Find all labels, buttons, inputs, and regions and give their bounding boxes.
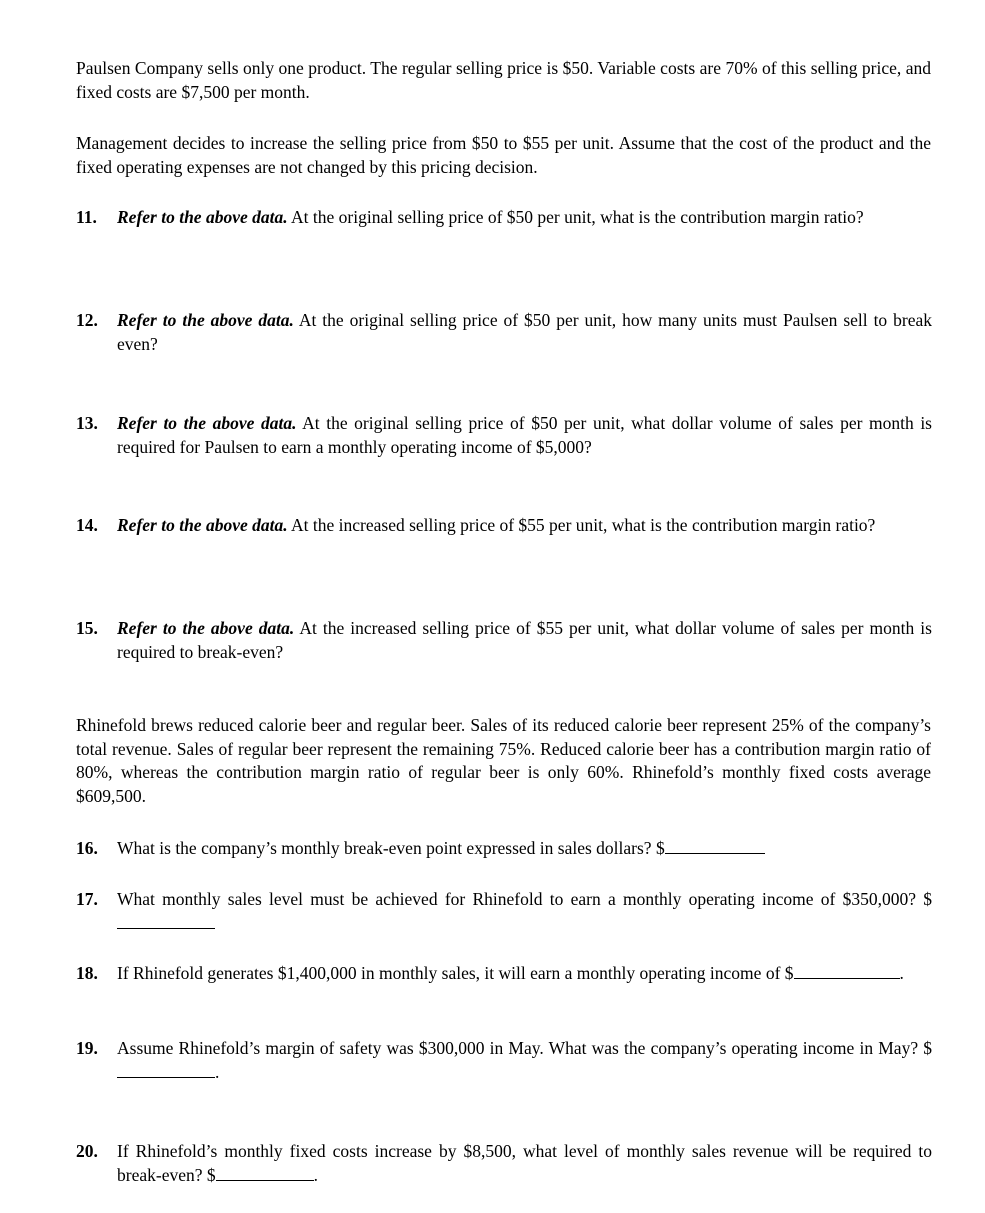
paulsen-intro-paragraph-1: Paulsen Company sells only one product. The regular selling price is $50. Variable costs are 70% of this selling price, and fixed costs are $7,500 per month. — [76, 58, 931, 102]
refer-phrase: Refer to the above data. — [117, 310, 294, 330]
question-text-after: . — [313, 1164, 318, 1185]
question-text-after: . — [215, 1061, 220, 1082]
question-11 — [76, 206, 932, 230]
question-number: 14. — [76, 515, 98, 535]
question-text: At the original selling price of $50 per unit, what is the contribution margin ratio? — [291, 207, 864, 227]
question-text: At the increased selling price of $55 per unit, what is the contribution margin ratio? — [291, 515, 876, 535]
question-text: At the original selling price of $50 per unit, how many units must Paulsen sell to break even? — [117, 310, 932, 354]
question-text: At the increased selling price of $55 per unit, what dollar volume of sales per month is required to break-even? — [117, 618, 932, 662]
paulsen-intro-paragraph-2: Management decides to increase the selling price from $50 to $55 per unit. Assume that the cost of the product and the fixed operating expenses are not changed by this pricing decision. — [76, 133, 931, 177]
question-14 — [76, 514, 932, 538]
question-text-after: . — [899, 963, 904, 983]
question-number: 11. — [76, 207, 97, 227]
question-text: At the original selling price of $50 per unit, what dollar volume of sales per month is required for Paulsen to earn a monthly operating income of $5,000? — [117, 413, 932, 457]
answer-blank[interactable] — [216, 1165, 314, 1181]
refer-phrase: Refer to the above data. — [117, 515, 288, 535]
answer-blank[interactable] — [117, 913, 215, 929]
answer-blank[interactable] — [117, 1062, 215, 1078]
question-number: 18. — [76, 963, 98, 983]
question-number: 17. — [76, 889, 98, 909]
question-number: 15. — [76, 618, 98, 638]
question-text: If Rhinefold generates $1,400,000 in monthly sales, it will earn a monthly operating income of $ — [117, 963, 794, 983]
question-number: 19. — [76, 1038, 98, 1058]
answer-blank[interactable] — [794, 963, 900, 979]
question-20 — [76, 1140, 932, 1187]
question-number: 16. — [76, 838, 98, 858]
question-number: 13. — [76, 413, 98, 433]
question-text: What monthly sales level must be achieved for Rhinefold to earn a monthly operating income of $350,000? $ — [117, 889, 932, 909]
question-17 — [76, 888, 932, 935]
question-15 — [76, 617, 932, 664]
question-19 — [76, 1037, 932, 1084]
question-16 — [76, 837, 932, 861]
question-number: 20. — [76, 1141, 98, 1161]
rhinefold-intro-paragraph: Rhinefold brews reduced calorie beer and regular beer. Sales of its reduced calorie beer represent 25% of the company’s total revenue. Sales of regular beer represent the remaining 75%. Reduced calorie beer has a contribution margin ratio of 80%, whereas the contribution margin ratio of regular beer is only 60%. Rhinefold’s monthly fixed costs average $609,500. — [76, 715, 931, 806]
question-text: What is the company’s monthly break-even point expressed in sales dollars? $ — [117, 838, 665, 858]
question-13 — [76, 412, 932, 459]
refer-phrase: Refer to the above data. — [117, 207, 288, 227]
question-text: Assume Rhinefold’s margin of safety was $300,000 in May. What was the company’s operating income in May? $ — [117, 1038, 932, 1058]
question-18 — [76, 962, 932, 986]
refer-phrase: Refer to the above data. — [117, 413, 297, 433]
question-number: 12. — [76, 310, 98, 330]
question-text: If Rhinefold’s monthly fixed costs increase by $8,500, what level of monthly sales revenue will be required to break-even? $ — [117, 1141, 932, 1185]
answer-blank[interactable] — [665, 838, 765, 854]
question-12 — [76, 309, 932, 356]
refer-phrase: Refer to the above data. — [117, 618, 295, 638]
